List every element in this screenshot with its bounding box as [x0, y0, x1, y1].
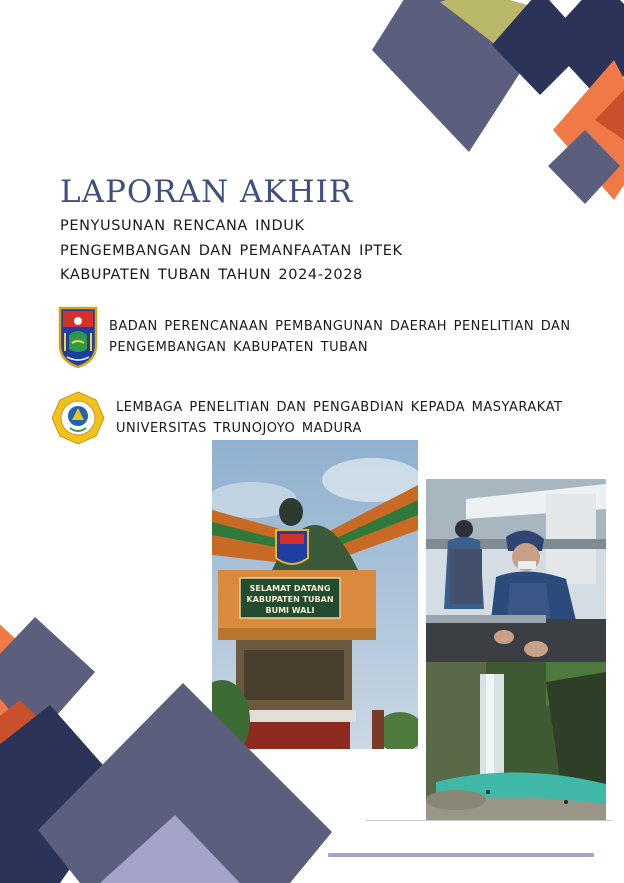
- report-subtitle-line-2: PENGEMBANGAN DAN PEMANFAATAN IPTEK: [60, 242, 403, 259]
- gate-sign-line-2: KABUPATEN TUBAN: [246, 595, 334, 604]
- institution-lppm-line-1: LEMBAGA PENELITIAN DAN PENGABDIAN KEPADA MASYARAKAT: [116, 400, 563, 415]
- gate-sign-line-1: SELAMAT DATANG: [249, 584, 331, 593]
- report-title: LAPORAN AKHIR: [60, 174, 354, 210]
- institution-bappeda-line-2: PENGEMBANGAN KABUPATEN TUBAN: [109, 340, 369, 355]
- report-subtitle-line-1: PENYUSUNAN RENCANA INDUK: [60, 218, 305, 234]
- report-subtitle-line-3: KABUPATEN TUBAN TAHUN 2024-2028: [60, 267, 363, 283]
- institution-lppm-line-2: UNIVERSITAS TRUNOJOYO MADURA: [116, 421, 362, 436]
- institution-bappeda-line-1: BADAN PERENCANAAN PEMBANGUNAN DAERAH PENELITIAN DAN: [109, 319, 571, 334]
- gate-sign-line-3: BUMI WALI: [265, 606, 315, 615]
